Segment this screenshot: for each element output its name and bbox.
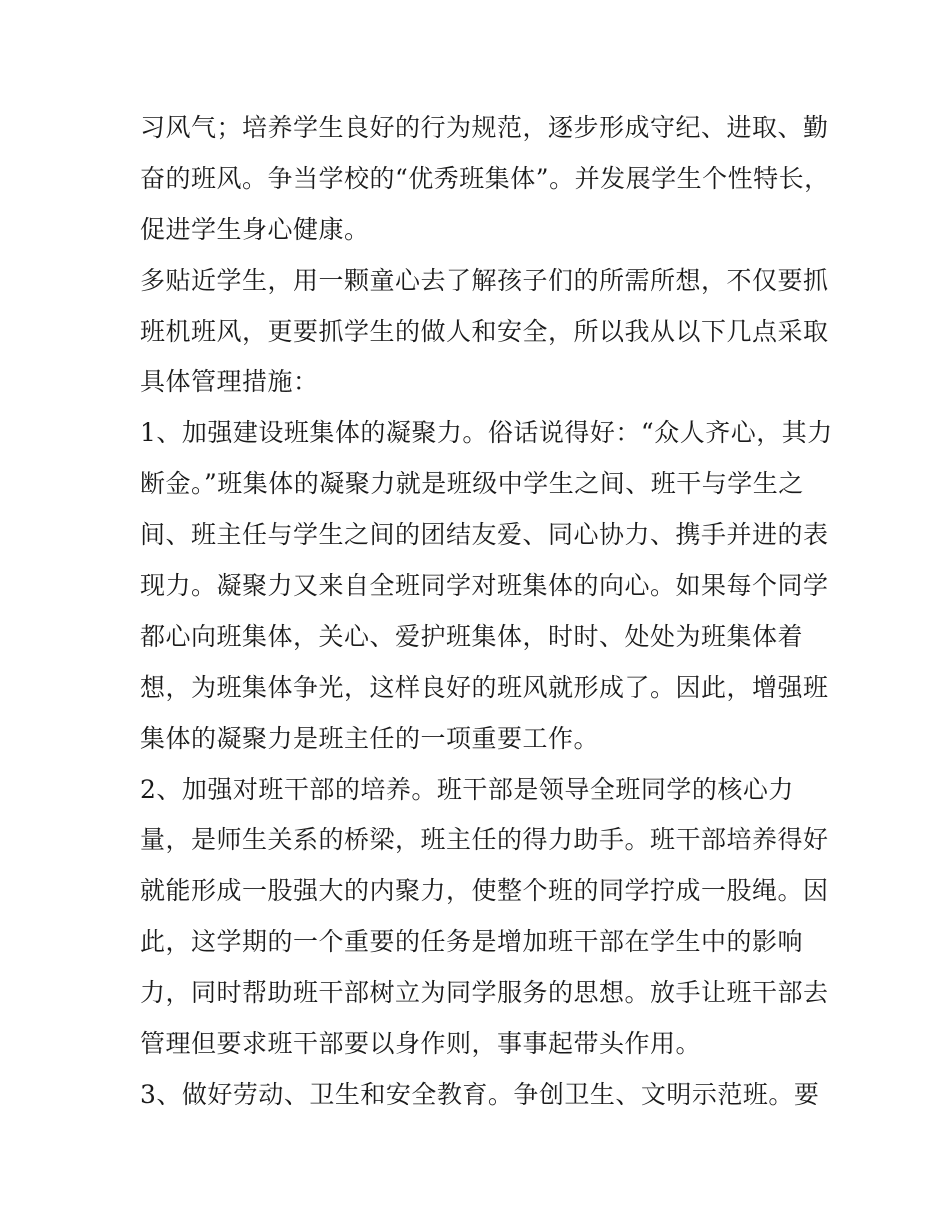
text-line: 奋的班风。争当学校的“优秀班集体”。并发展学生个性特长， bbox=[140, 163, 830, 193]
text-line: 1、加强建设班集体的凝聚力。俗话说得好：“众人齐心，其力 bbox=[140, 418, 833, 448]
text-line: 习风气；培养学生良好的行为规范，逐步形成守纪、进取、勤 bbox=[140, 113, 829, 142]
text-line: 就能形成一股强大的内聚力，使整个班的同学拧成一股绳。因 bbox=[140, 876, 829, 906]
text-line: 集体的凝聚力是班主任的一项重要工作。 bbox=[140, 723, 600, 753]
text-line: 班机班风，更要抓学生的做人和安全，所以我从以下几点采取 bbox=[140, 316, 829, 346]
text-line: 2、加强对班干部的培养。班干部是领导全班同学的核心力 bbox=[140, 774, 794, 804]
text-line: 管理但要求班干部要以身作则，事事起带头作用。 bbox=[140, 1029, 702, 1059]
text-line: 此，这学期的一个重要的任务是增加班干部在学生中的影响 bbox=[140, 927, 804, 957]
text-line: 断金。”班集体的凝聚力就是班级中学生之间、班干与学生之 bbox=[140, 469, 804, 499]
document-body bbox=[140, 103, 833, 1121]
text-line: 量，是师生关系的桥梁，班主任的得力助手。班干部培养得好 bbox=[140, 825, 829, 855]
text-line: 都心向班集体，关心、爱护班集体，时时、处处为班集体着 bbox=[140, 621, 804, 651]
text-line: 多贴近学生，用一颗童心去了解孩子们的所需所想，不仅要抓 bbox=[140, 265, 829, 295]
text-line: 具体管理措施： bbox=[140, 367, 319, 397]
text-line: 想，为班集体争光，这样良好的班风就形成了。因此，增强班 bbox=[140, 672, 829, 702]
text-line: 现力。凝聚力又来自全班同学对班集体的向心。如果每个同学 bbox=[140, 571, 829, 601]
text-line: 力，同时帮助班干部树立为同学服务的思想。放手让班干部去 bbox=[140, 978, 829, 1008]
text-line: 间、班主任与学生之间的团结友爱、同心协力、携手并进的表 bbox=[140, 520, 829, 550]
text-line: 促进学生身心健康。 bbox=[140, 214, 370, 244]
text-line: 3、做好劳动、卫生和安全教育。争创卫生、文明示范班。要 bbox=[140, 1079, 820, 1109]
